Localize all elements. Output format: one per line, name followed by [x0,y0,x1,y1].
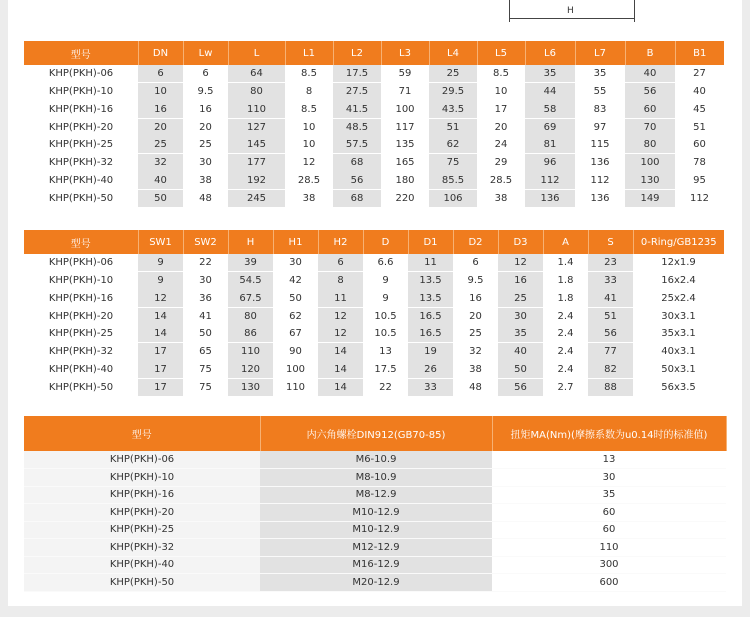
value-cell: 25 [498,290,543,308]
value-cell: 9 [363,290,408,308]
model-cell: KHP(PKH)-16 [24,290,138,308]
value-cell: 11 [318,290,363,308]
value-cell: 112 [575,172,625,190]
value-cell: 10.5 [363,325,408,343]
value-cell: 16 [453,290,498,308]
dimensions-table-1 [24,41,724,207]
value-cell: 112 [525,172,575,190]
value-cell: 41 [183,307,228,325]
model-cell: KHP(PKH)-20 [24,307,138,325]
model-cell: KHP(PKH)-40 [24,361,138,379]
value-cell: 16 [138,101,183,119]
table-row [24,101,724,119]
dimension-label: H [567,6,574,16]
value-cell: 69 [525,118,575,136]
value-cell: 120 [228,361,273,379]
value-cell: 65 [183,343,228,361]
value-cell: 9 [138,254,183,272]
table-header-row [24,41,724,65]
value-cell: 17.5 [363,361,408,379]
column-header: Lw [183,41,228,65]
value-cell: 177 [228,154,285,172]
value-cell: 8 [285,83,333,101]
value-cell: 30x3.1 [633,307,724,325]
value-cell: 6 [318,254,363,272]
table-row [24,65,724,83]
value-cell: 48.5 [333,118,381,136]
column-header: S [588,230,633,254]
value-cell: 56 [588,325,633,343]
model-cell: KHP(PKH)-32 [24,539,260,557]
model-cell: KHP(PKH)-20 [24,118,138,136]
value-cell: 40 [498,343,543,361]
value-cell: 30 [273,254,318,272]
column-header: 型号 [24,230,138,254]
value-cell: 1.4 [543,254,588,272]
value-cell: 112 [675,189,724,207]
table-row [24,556,726,574]
model-cell: KHP(PKH)-10 [24,469,260,487]
value-cell: 10 [285,118,333,136]
value-cell: 2.7 [543,378,588,396]
model-cell: KHP(PKH)-25 [24,521,260,539]
column-header: L5 [477,41,525,65]
model-cell: KHP(PKH)-25 [24,325,138,343]
value-cell: 16 [183,101,228,119]
value-cell: 245 [228,189,285,207]
value-cell: 13 [492,451,726,469]
value-cell: 39 [228,254,273,272]
value-cell: 24 [477,136,525,154]
value-cell: 25 [429,65,477,83]
value-cell: 22 [363,378,408,396]
table-row [24,574,726,592]
value-cell: 50 [273,290,318,308]
value-cell: 75 [183,378,228,396]
model-cell: KHP(PKH)-50 [24,574,260,592]
value-cell: 14 [318,378,363,396]
value-cell: 145 [228,136,285,154]
value-cell: 17 [138,343,183,361]
value-cell: 9 [363,272,408,290]
value-cell: 38 [453,361,498,379]
table-row [24,172,724,190]
value-cell: 14 [138,325,183,343]
dimensions-table-2 [24,230,724,396]
value-cell: 59 [381,65,429,83]
value-cell: 96 [525,154,575,172]
column-header: SW1 [138,230,183,254]
value-cell: 62 [429,136,477,154]
value-cell: M6-10.9 [260,451,492,469]
value-cell: 130 [625,172,675,190]
value-cell: 33 [408,378,453,396]
value-cell: M8-10.9 [260,469,492,487]
value-cell: 56 [333,172,381,190]
value-cell: 56x3.5 [633,378,724,396]
model-cell: KHP(PKH)-06 [24,254,138,272]
value-cell: 25 [453,325,498,343]
value-cell: 11 [408,254,453,272]
value-cell: 60 [492,521,726,539]
value-cell: 2.4 [543,325,588,343]
value-cell: 8.5 [477,65,525,83]
value-cell: 50 [138,189,183,207]
value-cell: 6 [138,65,183,83]
column-header: 内六角螺栓DIN912(GB70-85) [260,416,492,451]
value-cell: 6.6 [363,254,408,272]
value-cell: 8 [318,272,363,290]
value-cell: 130 [228,378,273,396]
table-row [24,154,724,172]
column-header: D2 [453,230,498,254]
model-cell: KHP(PKH)-32 [24,154,138,172]
value-cell: 29.5 [429,83,477,101]
value-cell: 23 [588,254,633,272]
value-cell: M20-12.9 [260,574,492,592]
model-cell: KHP(PKH)-16 [24,486,260,504]
column-header: L1 [285,41,333,65]
value-cell: 127 [228,118,285,136]
value-cell: 28.5 [477,172,525,190]
model-cell: KHP(PKH)-32 [24,343,138,361]
value-cell: 42 [273,272,318,290]
table-header-row [24,416,726,451]
value-cell: 10 [285,136,333,154]
value-cell: 25 [183,136,228,154]
table-row [24,378,724,396]
model-cell: KHP(PKH)-50 [24,189,138,207]
value-cell: 71 [381,83,429,101]
value-cell: 106 [429,189,477,207]
value-cell: 149 [625,189,675,207]
column-header: L6 [525,41,575,65]
value-cell: 80 [228,307,273,325]
value-cell: 41.5 [333,101,381,119]
value-cell: 100 [625,154,675,172]
column-header: DN [138,41,183,65]
value-cell: 35 [498,325,543,343]
value-cell: 14 [318,361,363,379]
value-cell: 12 [138,290,183,308]
value-cell: 40x3.1 [633,343,724,361]
value-cell: 10.5 [363,307,408,325]
value-cell: 600 [492,574,726,592]
value-cell: 56 [498,378,543,396]
value-cell: 136 [575,154,625,172]
value-cell: 16x2.4 [633,272,724,290]
value-cell: 192 [228,172,285,190]
table-row [24,343,724,361]
value-cell: M10-12.9 [260,521,492,539]
value-cell: 27 [675,65,724,83]
value-cell: 8.5 [285,65,333,83]
value-cell: 35 [492,486,726,504]
value-cell: 17 [138,361,183,379]
value-cell: 40 [675,83,724,101]
value-cell: 1.8 [543,290,588,308]
column-header: L3 [381,41,429,65]
table-row [24,521,726,539]
value-cell: 100 [381,101,429,119]
value-cell: 85.5 [429,172,477,190]
value-cell: 12 [285,154,333,172]
table-row [24,539,726,557]
value-cell: 50x3.1 [633,361,724,379]
column-header: 型号 [24,416,260,451]
value-cell: 32 [138,154,183,172]
column-header: 型号 [24,41,138,65]
value-cell: 9.5 [453,272,498,290]
table-header-row [24,230,724,254]
value-cell: 110 [228,343,273,361]
value-cell: 54.5 [228,272,273,290]
value-cell: 81 [525,136,575,154]
value-cell: 38 [285,189,333,207]
value-cell: 32 [453,343,498,361]
value-cell: 97 [575,118,625,136]
value-cell: 48 [453,378,498,396]
value-cell: 50 [183,325,228,343]
value-cell: 110 [273,378,318,396]
table-row [24,469,726,487]
column-header: H1 [273,230,318,254]
model-cell: KHP(PKH)-25 [24,136,138,154]
value-cell: 75 [183,361,228,379]
value-cell: M10-12.9 [260,504,492,522]
value-cell: 16.5 [408,307,453,325]
value-cell: 14 [138,307,183,325]
value-cell: 58 [525,101,575,119]
value-cell: 22 [183,254,228,272]
value-cell: 83 [575,101,625,119]
value-cell: 110 [228,101,285,119]
column-header: L4 [429,41,477,65]
value-cell: 16.5 [408,325,453,343]
value-cell: 6 [453,254,498,272]
value-cell: 25x2.4 [633,290,724,308]
value-cell: 136 [575,189,625,207]
table-row [24,254,724,272]
model-cell: KHP(PKH)-06 [24,65,138,83]
value-cell: 60 [625,101,675,119]
value-cell: 10 [477,83,525,101]
value-cell: 60 [675,136,724,154]
value-cell: 115 [575,136,625,154]
value-cell: 20 [138,118,183,136]
value-cell: 220 [381,189,429,207]
value-cell: 180 [381,172,429,190]
column-header: H2 [318,230,363,254]
model-cell: KHP(PKH)-10 [24,83,138,101]
model-cell: KHP(PKH)-40 [24,556,260,574]
value-cell: 12 [498,254,543,272]
column-header: 0-Ring/GB1235 [633,230,724,254]
value-cell: 100 [273,361,318,379]
value-cell: 67 [273,325,318,343]
value-cell: 9.5 [183,83,228,101]
value-cell: 51 [588,307,633,325]
value-cell: 86 [228,325,273,343]
value-cell: 56 [625,83,675,101]
value-cell: 95 [675,172,724,190]
value-cell: 12 [318,307,363,325]
table-row [24,504,726,522]
column-header: H [228,230,273,254]
column-header: D [363,230,408,254]
value-cell: M12-12.9 [260,539,492,557]
value-cell: 62 [273,307,318,325]
value-cell: 64 [228,65,285,83]
column-header: A [543,230,588,254]
value-cell: 2.4 [543,307,588,325]
value-cell: 77 [588,343,633,361]
value-cell: 41 [588,290,633,308]
value-cell: 28.5 [285,172,333,190]
model-cell: KHP(PKH)-50 [24,378,138,396]
value-cell: 20 [453,307,498,325]
table-row [24,361,724,379]
value-cell: 165 [381,154,429,172]
table-row [24,118,724,136]
value-cell: 25 [138,136,183,154]
value-cell: 70 [625,118,675,136]
table-row [24,451,726,469]
value-cell: 80 [228,83,285,101]
value-cell: 40 [625,65,675,83]
table-row [24,290,724,308]
model-cell: KHP(PKH)-16 [24,101,138,119]
value-cell: 80 [625,136,675,154]
value-cell: 30 [183,154,228,172]
value-cell: 12x1.9 [633,254,724,272]
value-cell: 110 [492,539,726,557]
value-cell: 43.5 [429,101,477,119]
value-cell: M16-12.9 [260,556,492,574]
table-row [24,83,724,101]
value-cell: 20 [183,118,228,136]
value-cell: 13.5 [408,272,453,290]
value-cell: 17 [477,101,525,119]
value-cell: 29 [477,154,525,172]
value-cell: 30 [183,272,228,290]
value-cell: 2.4 [543,361,588,379]
value-cell: 75 [429,154,477,172]
column-header: L2 [333,41,381,65]
dimension-line [509,18,635,19]
value-cell: 67.5 [228,290,273,308]
value-cell: 35x3.1 [633,325,724,343]
value-cell: 13.5 [408,290,453,308]
column-header: B1 [675,41,724,65]
value-cell: 17 [138,378,183,396]
value-cell: 50 [498,361,543,379]
table-row [24,189,724,207]
value-cell: 35 [525,65,575,83]
column-header: B [625,41,675,65]
value-cell: 1.8 [543,272,588,290]
value-cell: 9 [138,272,183,290]
column-header: D1 [408,230,453,254]
value-cell: 40 [138,172,183,190]
value-cell: 68 [333,189,381,207]
value-cell: 57.5 [333,136,381,154]
value-cell: 26 [408,361,453,379]
value-cell: 78 [675,154,724,172]
value-cell: 14 [318,343,363,361]
value-cell: 6 [183,65,228,83]
value-cell: 17.5 [333,65,381,83]
value-cell: 55 [575,83,625,101]
value-cell: 51 [429,118,477,136]
model-cell: KHP(PKH)-40 [24,172,138,190]
value-cell: 12 [318,325,363,343]
model-cell: KHP(PKH)-10 [24,272,138,290]
value-cell: 60 [492,504,726,522]
value-cell: 117 [381,118,429,136]
value-cell: 48 [183,189,228,207]
value-cell: 51 [675,118,724,136]
value-cell: 38 [477,189,525,207]
model-cell: KHP(PKH)-20 [24,504,260,522]
value-cell: 2.4 [543,343,588,361]
value-cell: 136 [525,189,575,207]
value-cell: 300 [492,556,726,574]
value-cell: 36 [183,290,228,308]
value-cell: 82 [588,361,633,379]
bolt-torque-table [24,416,727,592]
value-cell: 35 [575,65,625,83]
table-row [24,307,724,325]
value-cell: 30 [498,307,543,325]
table-row [24,325,724,343]
value-cell: 68 [333,154,381,172]
value-cell: 90 [273,343,318,361]
value-cell: 135 [381,136,429,154]
column-header: D3 [498,230,543,254]
value-cell: 16 [498,272,543,290]
table-row [24,272,724,290]
column-header: SW2 [183,230,228,254]
model-cell: KHP(PKH)-06 [24,451,260,469]
value-cell: 8.5 [285,101,333,119]
value-cell: 10 [138,83,183,101]
column-header: 扭矩MA(Nm)(摩擦系数为u0.14时的标准值) [492,416,726,451]
value-cell: M8-12.9 [260,486,492,504]
value-cell: 33 [588,272,633,290]
value-cell: 30 [492,469,726,487]
value-cell: 19 [408,343,453,361]
value-cell: 27.5 [333,83,381,101]
value-cell: 88 [588,378,633,396]
dimension-marker [509,0,635,24]
value-cell: 38 [183,172,228,190]
column-header: L7 [575,41,625,65]
value-cell: 44 [525,83,575,101]
value-cell: 20 [477,118,525,136]
value-cell: 45 [675,101,724,119]
table-row [24,136,724,154]
value-cell: 13 [363,343,408,361]
column-header: L [228,41,285,65]
table-row [24,486,726,504]
